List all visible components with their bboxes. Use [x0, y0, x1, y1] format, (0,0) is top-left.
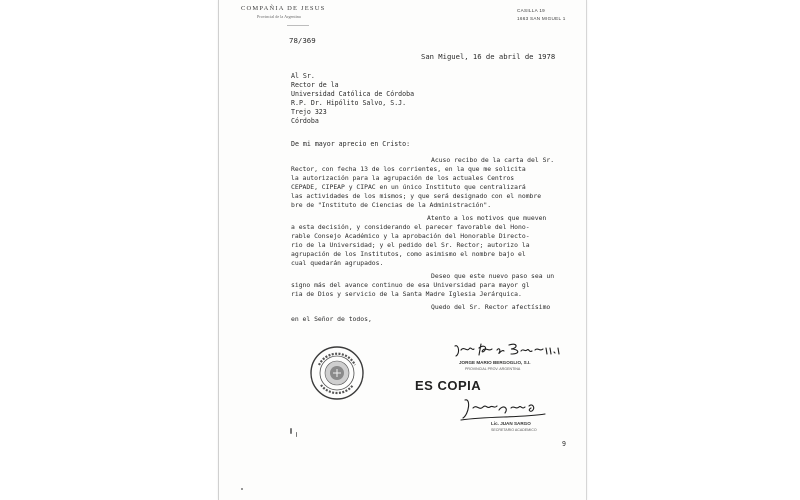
handwritten-signature-1 [451, 340, 569, 360]
salutation: De mi mayor aprecio en Cristo: [291, 140, 411, 148]
signatory-1-name: JORGE MARIO BERGOGLIO, S.I. [459, 360, 531, 365]
scan-speck [241, 488, 243, 490]
closing-line: en el Señor de todos, [291, 315, 372, 323]
body-line: agrupación de los Institutos, como asimismo el nombre bajo el [291, 250, 526, 258]
closing-line: Quedo del Sr. Rector afectísimo [431, 303, 551, 311]
recipient-line: Córdoba [291, 117, 319, 125]
letterhead-organization: COMPAÑIA DE JESUS [241, 5, 326, 12]
body-line: Acuso recibo de la carta del Sr. [431, 156, 555, 164]
recipient-line: Trejo 323 [291, 108, 327, 116]
copy-stamp: ES COPIA [415, 378, 482, 393]
signatory-2-name: Lic. JUAN SARGO [491, 421, 531, 426]
body-line: la autorización para la agrupación de los actuales Centros [291, 174, 515, 182]
body-line: Deseo que este nuevo paso sea un [431, 272, 555, 280]
body-line: rio de la Universidad; y el pedido del Sr. Rector; autorizo la [291, 241, 530, 249]
scan-speck [296, 432, 297, 437]
body-line: las actividades de los mismos; y que será designado con el nombre [291, 192, 542, 200]
letterhead-subtitle: Provincial de la Argentina [257, 14, 301, 19]
body-line: signo más del avance continuo de esa Universidad para mayor gl [291, 281, 530, 289]
body-line: bre de "Instituto de Ciencias de la Administración". [291, 201, 492, 209]
body-line: Rector, con fecha 13 de los corrientes, en la que me solicita [291, 165, 526, 173]
recipient-line: Al Sr. [291, 72, 315, 80]
recipient-line: Rector de la [291, 81, 339, 89]
recipient-line: R.P. Dr. Hipólito Salvo, S.J. [291, 99, 407, 107]
body-line: a esta decisión, y considerando el parecer favorable del Hono- [291, 223, 530, 231]
jesuit-seal [309, 345, 365, 401]
body-line: cual quedarán agrupados. [291, 259, 384, 267]
signatory-2-role: SECRETARIO ACADEMICO [491, 428, 537, 432]
signatory-1-role: PROVINCIAL PROV. ARGENTINA [465, 367, 521, 371]
letter-page [218, 0, 587, 500]
body-line: CEPADE, CIPEAP y CIPAC en un único Instituto que centralizará [291, 183, 526, 191]
body-line: Atento a los motivos que mueven [427, 214, 547, 222]
body-line: ria de Dios y servicio de la Santa Madre Iglesia Jerárquica. [291, 290, 522, 298]
letterhead-box: CASILLA 19 [517, 8, 546, 13]
handwritten-signature-2 [459, 396, 549, 422]
date-line: San Miguel, 16 de abril de 1978 [421, 52, 556, 61]
recipient-line: Universidad Católica de Córdoba [291, 90, 415, 98]
reference-number: 78/369 [289, 36, 316, 45]
scan-speck [290, 428, 292, 434]
page-number: 9 [562, 440, 566, 448]
letterhead-rule [287, 25, 309, 26]
body-line: rable Consejo Académico y la aprobación del Honorable Directo- [291, 232, 530, 240]
letterhead-address: 1663 SAN MIGUEL 1 [517, 16, 566, 21]
